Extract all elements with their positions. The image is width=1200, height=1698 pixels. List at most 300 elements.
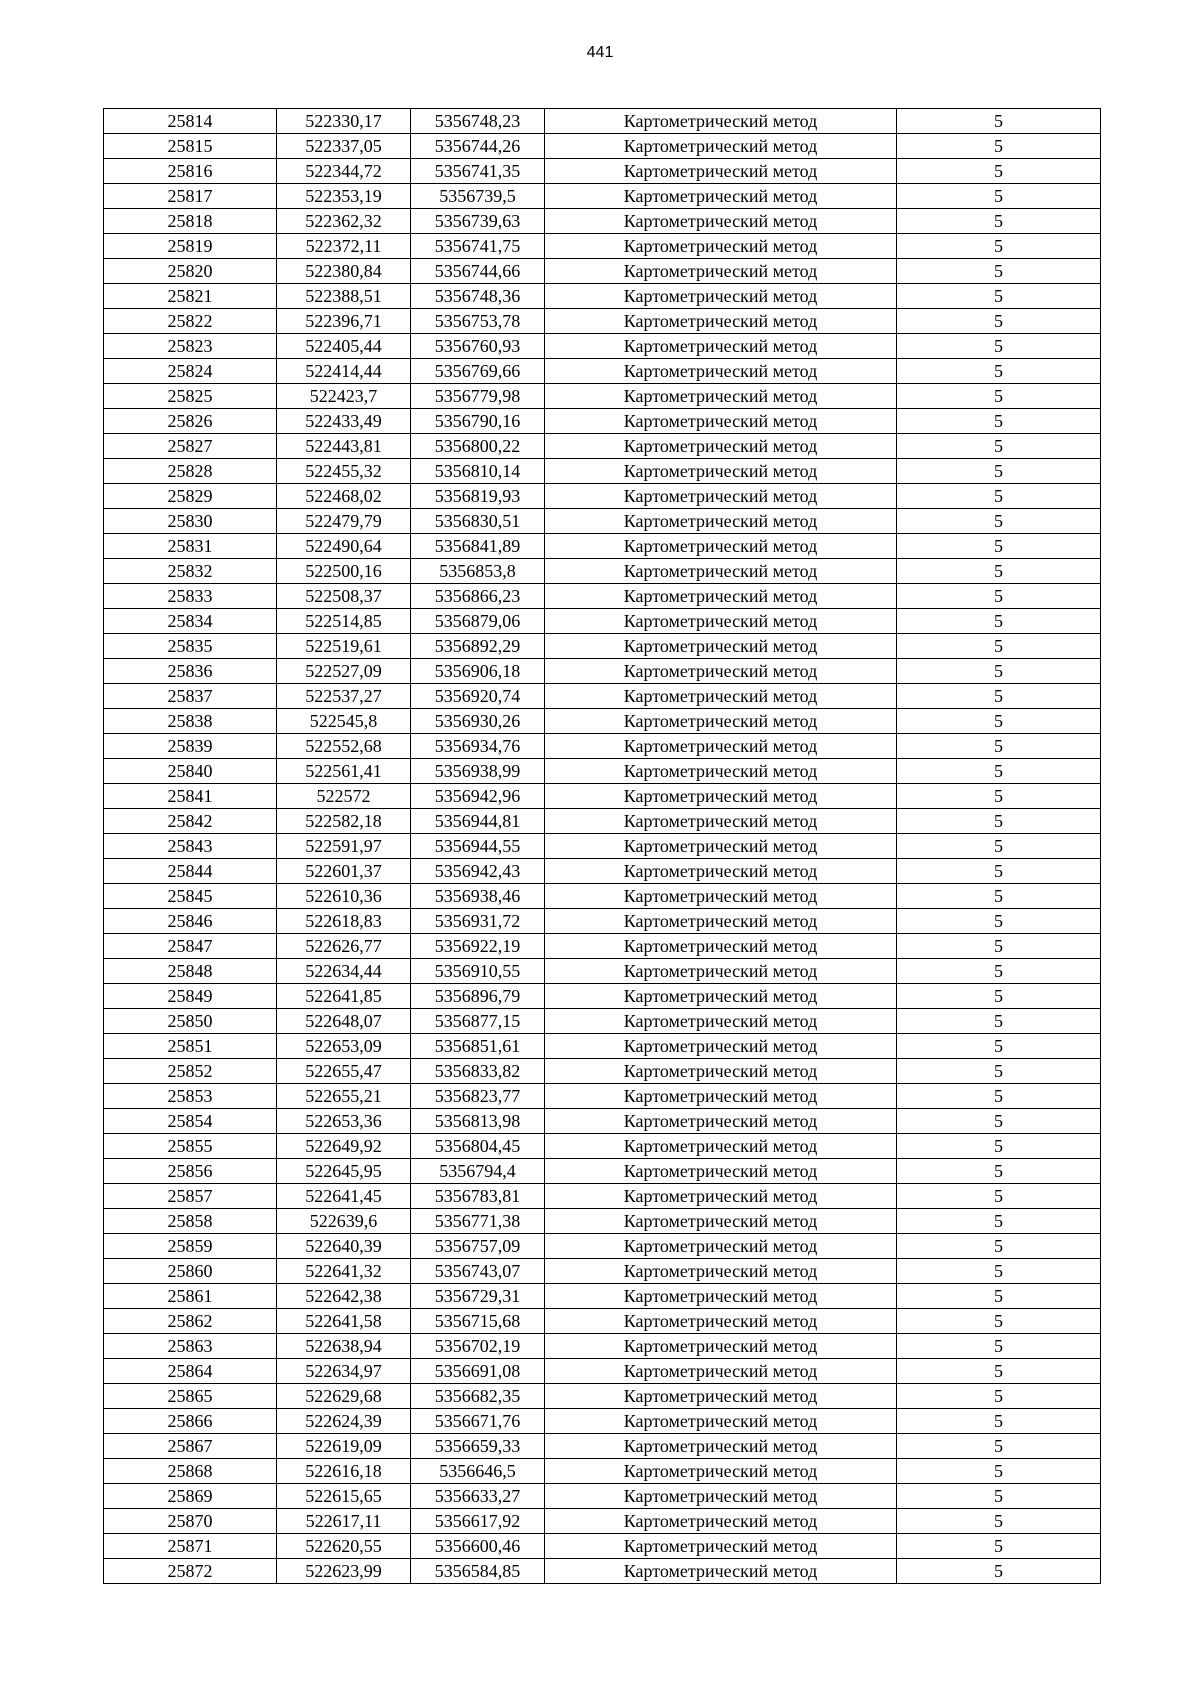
accuracy-cell: 5 <box>897 459 1101 484</box>
y-coordinate-cell: 5356691,08 <box>411 1359 545 1384</box>
accuracy-cell: 5 <box>897 734 1101 759</box>
point-number-cell: 25861 <box>104 1284 277 1309</box>
method-cell: Картометрический метод <box>545 159 897 184</box>
y-coordinate-cell: 5356906,18 <box>411 659 545 684</box>
x-coordinate-cell: 522514,85 <box>277 609 411 634</box>
method-cell: Картометрический метод <box>545 134 897 159</box>
point-number-cell: 25817 <box>104 184 277 209</box>
table-row <box>104 134 1101 159</box>
y-coordinate-cell: 5356753,78 <box>411 309 545 334</box>
accuracy-cell: 5 <box>897 1234 1101 1259</box>
table-row <box>104 784 1101 809</box>
point-number-cell: 25847 <box>104 934 277 959</box>
method-cell: Картометрический метод <box>545 934 897 959</box>
y-coordinate-cell: 5356879,06 <box>411 609 545 634</box>
table-row <box>104 309 1101 334</box>
point-number-cell: 25852 <box>104 1059 277 1084</box>
y-coordinate-cell: 5356794,4 <box>411 1159 545 1184</box>
accuracy-cell: 5 <box>897 584 1101 609</box>
y-coordinate-cell: 5356739,63 <box>411 209 545 234</box>
x-coordinate-cell: 522629,68 <box>277 1384 411 1409</box>
method-cell: Картометрический метод <box>545 634 897 659</box>
accuracy-cell: 5 <box>897 1434 1101 1459</box>
method-cell: Картометрический метод <box>545 309 897 334</box>
table-row <box>104 1334 1101 1359</box>
point-number-cell: 25845 <box>104 884 277 909</box>
y-coordinate-cell: 5356866,23 <box>411 584 545 609</box>
method-cell: Картометрический метод <box>545 859 897 884</box>
x-coordinate-cell: 522620,55 <box>277 1534 411 1559</box>
method-cell: Картометрический метод <box>545 1509 897 1534</box>
point-number-cell: 25839 <box>104 734 277 759</box>
table-row <box>104 534 1101 559</box>
accuracy-cell: 5 <box>897 134 1101 159</box>
accuracy-cell: 5 <box>897 934 1101 959</box>
accuracy-cell: 5 <box>897 984 1101 1009</box>
table-row <box>104 1459 1101 1484</box>
point-number-cell: 25841 <box>104 784 277 809</box>
method-cell: Картометрический метод <box>545 1184 897 1209</box>
y-coordinate-cell: 5356744,26 <box>411 134 545 159</box>
coordinates-table <box>103 108 1101 1584</box>
table-row <box>104 659 1101 684</box>
y-coordinate-cell: 5356920,74 <box>411 684 545 709</box>
accuracy-cell: 5 <box>897 634 1101 659</box>
accuracy-cell: 5 <box>897 534 1101 559</box>
y-coordinate-cell: 5356646,5 <box>411 1459 545 1484</box>
x-coordinate-cell: 522508,37 <box>277 584 411 609</box>
table-row <box>104 484 1101 509</box>
accuracy-cell: 5 <box>897 659 1101 684</box>
accuracy-cell: 5 <box>897 709 1101 734</box>
accuracy-cell: 5 <box>897 1109 1101 1134</box>
y-coordinate-cell: 5356771,38 <box>411 1209 545 1234</box>
method-cell: Картометрический метод <box>545 1034 897 1059</box>
method-cell: Картометрический метод <box>545 434 897 459</box>
point-number-cell: 25837 <box>104 684 277 709</box>
accuracy-cell: 5 <box>897 1159 1101 1184</box>
table-row <box>104 1209 1101 1234</box>
accuracy-cell: 5 <box>897 409 1101 434</box>
table-row <box>104 1009 1101 1034</box>
y-coordinate-cell: 5356790,16 <box>411 409 545 434</box>
table-row <box>104 359 1101 384</box>
table-row <box>104 184 1101 209</box>
method-cell: Картометрический метод <box>545 784 897 809</box>
method-cell: Картометрический метод <box>545 334 897 359</box>
x-coordinate-cell: 522527,09 <box>277 659 411 684</box>
y-coordinate-cell: 5356910,55 <box>411 959 545 984</box>
x-coordinate-cell: 522396,71 <box>277 309 411 334</box>
accuracy-cell: 5 <box>897 1384 1101 1409</box>
x-coordinate-cell: 522414,44 <box>277 359 411 384</box>
y-coordinate-cell: 5356783,81 <box>411 1184 545 1209</box>
x-coordinate-cell: 522500,16 <box>277 559 411 584</box>
point-number-cell: 25832 <box>104 559 277 584</box>
y-coordinate-cell: 5356819,93 <box>411 484 545 509</box>
point-number-cell: 25820 <box>104 259 277 284</box>
x-coordinate-cell: 522353,19 <box>277 184 411 209</box>
method-cell: Картометрический метод <box>545 1109 897 1134</box>
method-cell: Картометрический метод <box>545 1059 897 1084</box>
table-row <box>104 434 1101 459</box>
point-number-cell: 25818 <box>104 209 277 234</box>
x-coordinate-cell: 522641,58 <box>277 1309 411 1334</box>
y-coordinate-cell: 5356800,22 <box>411 434 545 459</box>
method-cell: Картометрический метод <box>545 1559 897 1584</box>
table-row <box>104 934 1101 959</box>
method-cell: Картометрический метод <box>545 234 897 259</box>
table-row <box>104 1109 1101 1134</box>
x-coordinate-cell: 522634,97 <box>277 1359 411 1384</box>
method-cell: Картометрический метод <box>545 959 897 984</box>
x-coordinate-cell: 522519,61 <box>277 634 411 659</box>
x-coordinate-cell: 522641,32 <box>277 1259 411 1284</box>
y-coordinate-cell: 5356938,46 <box>411 884 545 909</box>
x-coordinate-cell: 522640,39 <box>277 1234 411 1259</box>
table-row <box>104 1509 1101 1534</box>
x-coordinate-cell: 522433,49 <box>277 409 411 434</box>
method-cell: Картометрический метод <box>545 584 897 609</box>
point-number-cell: 25824 <box>104 359 277 384</box>
table-row <box>104 459 1101 484</box>
accuracy-cell: 5 <box>897 1134 1101 1159</box>
method-cell: Картометрический метод <box>545 809 897 834</box>
table-row <box>104 1084 1101 1109</box>
method-cell: Картометрический метод <box>545 1534 897 1559</box>
x-coordinate-cell: 522372,11 <box>277 234 411 259</box>
x-coordinate-cell: 522634,44 <box>277 959 411 984</box>
accuracy-cell: 5 <box>897 309 1101 334</box>
x-coordinate-cell: 522601,37 <box>277 859 411 884</box>
table-row <box>104 559 1101 584</box>
method-cell: Картометрический метод <box>545 509 897 534</box>
table-row <box>104 834 1101 859</box>
accuracy-cell: 5 <box>897 334 1101 359</box>
accuracy-cell: 5 <box>897 809 1101 834</box>
accuracy-cell: 5 <box>897 384 1101 409</box>
y-coordinate-cell: 5356930,26 <box>411 709 545 734</box>
point-number-cell: 25825 <box>104 384 277 409</box>
point-number-cell: 25869 <box>104 1484 277 1509</box>
method-cell: Картометрический метод <box>545 1459 897 1484</box>
point-number-cell: 25857 <box>104 1184 277 1209</box>
accuracy-cell: 5 <box>897 1034 1101 1059</box>
y-coordinate-cell: 5356600,46 <box>411 1534 545 1559</box>
accuracy-cell: 5 <box>897 359 1101 384</box>
method-cell: Картометрический метод <box>545 1134 897 1159</box>
method-cell: Картометрический метод <box>545 534 897 559</box>
table-row <box>104 1484 1101 1509</box>
y-coordinate-cell: 5356944,55 <box>411 834 545 859</box>
point-number-cell: 25864 <box>104 1359 277 1384</box>
point-number-cell: 25850 <box>104 1009 277 1034</box>
method-cell: Картометрический метод <box>545 409 897 434</box>
method-cell: Картометрический метод <box>545 1009 897 1034</box>
accuracy-cell: 5 <box>897 684 1101 709</box>
x-coordinate-cell: 522638,94 <box>277 1334 411 1359</box>
y-coordinate-cell: 5356841,89 <box>411 534 545 559</box>
accuracy-cell: 5 <box>897 1209 1101 1234</box>
method-cell: Картометрический метод <box>545 184 897 209</box>
x-coordinate-cell: 522648,07 <box>277 1009 411 1034</box>
method-cell: Картометрический метод <box>545 1084 897 1109</box>
x-coordinate-cell: 522344,72 <box>277 159 411 184</box>
table-row <box>104 709 1101 734</box>
x-coordinate-cell: 522641,45 <box>277 1184 411 1209</box>
y-coordinate-cell: 5356757,09 <box>411 1234 545 1259</box>
x-coordinate-cell: 522479,79 <box>277 509 411 534</box>
point-number-cell: 25863 <box>104 1334 277 1359</box>
method-cell: Картометрический метод <box>545 734 897 759</box>
method-cell: Картометрический метод <box>545 1209 897 1234</box>
y-coordinate-cell: 5356748,36 <box>411 284 545 309</box>
y-coordinate-cell: 5356741,75 <box>411 234 545 259</box>
accuracy-cell: 5 <box>897 784 1101 809</box>
table-row <box>104 284 1101 309</box>
page-number: 441 <box>586 44 614 61</box>
point-number-cell: 25831 <box>104 534 277 559</box>
table-row <box>104 584 1101 609</box>
y-coordinate-cell: 5356715,68 <box>411 1309 545 1334</box>
point-number-cell: 25871 <box>104 1534 277 1559</box>
y-coordinate-cell: 5356810,14 <box>411 459 545 484</box>
y-coordinate-cell: 5356931,72 <box>411 909 545 934</box>
point-number-cell: 25872 <box>104 1559 277 1584</box>
y-coordinate-cell: 5356944,81 <box>411 809 545 834</box>
x-coordinate-cell: 522623,99 <box>277 1559 411 1584</box>
table-row <box>104 909 1101 934</box>
table-row <box>104 1434 1101 1459</box>
x-coordinate-cell: 522537,27 <box>277 684 411 709</box>
x-coordinate-cell: 522468,02 <box>277 484 411 509</box>
y-coordinate-cell: 5356922,19 <box>411 934 545 959</box>
table-row <box>104 384 1101 409</box>
point-number-cell: 25838 <box>104 709 277 734</box>
accuracy-cell: 5 <box>897 509 1101 534</box>
method-cell: Картометрический метод <box>545 484 897 509</box>
table-row <box>104 634 1101 659</box>
table-row <box>104 1359 1101 1384</box>
point-number-cell: 25842 <box>104 809 277 834</box>
y-coordinate-cell: 5356896,79 <box>411 984 545 1009</box>
x-coordinate-cell: 522443,81 <box>277 434 411 459</box>
x-coordinate-cell: 522616,18 <box>277 1459 411 1484</box>
accuracy-cell: 5 <box>897 259 1101 284</box>
table-row <box>104 1384 1101 1409</box>
method-cell: Картометрический метод <box>545 684 897 709</box>
table-row <box>104 1159 1101 1184</box>
x-coordinate-cell: 522337,05 <box>277 134 411 159</box>
y-coordinate-cell: 5356934,76 <box>411 734 545 759</box>
x-coordinate-cell: 522362,32 <box>277 209 411 234</box>
point-number-cell: 25834 <box>104 609 277 634</box>
method-cell: Картометрический метод <box>545 1384 897 1409</box>
x-coordinate-cell: 522380,84 <box>277 259 411 284</box>
x-coordinate-cell: 522624,39 <box>277 1409 411 1434</box>
y-coordinate-cell: 5356729,31 <box>411 1284 545 1309</box>
table-row <box>104 109 1101 134</box>
point-number-cell: 25846 <box>104 909 277 934</box>
accuracy-cell: 5 <box>897 1284 1101 1309</box>
x-coordinate-cell: 522626,77 <box>277 934 411 959</box>
point-number-cell: 25868 <box>104 1459 277 1484</box>
accuracy-cell: 5 <box>897 1059 1101 1084</box>
y-coordinate-cell: 5356853,8 <box>411 559 545 584</box>
accuracy-cell: 5 <box>897 1009 1101 1034</box>
y-coordinate-cell: 5356830,51 <box>411 509 545 534</box>
table-row <box>104 1559 1101 1584</box>
table-row <box>104 959 1101 984</box>
y-coordinate-cell: 5356760,93 <box>411 334 545 359</box>
table-row <box>104 1409 1101 1434</box>
table-row <box>104 1034 1101 1059</box>
x-coordinate-cell: 522591,97 <box>277 834 411 859</box>
method-cell: Картометрический метод <box>545 109 897 134</box>
accuracy-cell: 5 <box>897 1534 1101 1559</box>
accuracy-cell: 5 <box>897 159 1101 184</box>
y-coordinate-cell: 5356702,19 <box>411 1334 545 1359</box>
accuracy-cell: 5 <box>897 959 1101 984</box>
table-row <box>104 1284 1101 1309</box>
point-number-cell: 25867 <box>104 1434 277 1459</box>
y-coordinate-cell: 5356779,98 <box>411 384 545 409</box>
x-coordinate-cell: 522330,17 <box>277 109 411 134</box>
table-row <box>104 1309 1101 1334</box>
x-coordinate-cell: 522653,36 <box>277 1109 411 1134</box>
table-row <box>104 159 1101 184</box>
accuracy-cell: 5 <box>897 1459 1101 1484</box>
point-number-cell: 25851 <box>104 1034 277 1059</box>
method-cell: Картометрический метод <box>545 384 897 409</box>
table-row <box>104 259 1101 284</box>
table-row <box>104 884 1101 909</box>
y-coordinate-cell: 5356659,33 <box>411 1434 545 1459</box>
y-coordinate-cell: 5356743,07 <box>411 1259 545 1284</box>
point-number-cell: 25844 <box>104 859 277 884</box>
table-row <box>104 509 1101 534</box>
point-number-cell: 25859 <box>104 1234 277 1259</box>
method-cell: Картометрический метод <box>545 884 897 909</box>
method-cell: Картометрический метод <box>545 1484 897 1509</box>
accuracy-cell: 5 <box>897 209 1101 234</box>
accuracy-cell: 5 <box>897 234 1101 259</box>
table-row <box>104 684 1101 709</box>
method-cell: Картометрический метод <box>545 1234 897 1259</box>
accuracy-cell: 5 <box>897 484 1101 509</box>
point-number-cell: 25829 <box>104 484 277 509</box>
method-cell: Картометрический метод <box>545 984 897 1009</box>
accuracy-cell: 5 <box>897 1259 1101 1284</box>
table-row <box>104 609 1101 634</box>
point-number-cell: 25854 <box>104 1109 277 1134</box>
method-cell: Картометрический метод <box>545 259 897 284</box>
x-coordinate-cell: 522655,21 <box>277 1084 411 1109</box>
point-number-cell: 25870 <box>104 1509 277 1534</box>
y-coordinate-cell: 5356813,98 <box>411 1109 545 1134</box>
point-number-cell: 25819 <box>104 234 277 259</box>
y-coordinate-cell: 5356769,66 <box>411 359 545 384</box>
accuracy-cell: 5 <box>897 109 1101 134</box>
accuracy-cell: 5 <box>897 434 1101 459</box>
accuracy-cell: 5 <box>897 859 1101 884</box>
y-coordinate-cell: 5356741,35 <box>411 159 545 184</box>
x-coordinate-cell: 522388,51 <box>277 284 411 309</box>
method-cell: Картометрический метод <box>545 1334 897 1359</box>
point-number-cell: 25828 <box>104 459 277 484</box>
method-cell: Картометрический метод <box>545 759 897 784</box>
point-number-cell: 25858 <box>104 1209 277 1234</box>
point-number-cell: 25853 <box>104 1084 277 1109</box>
accuracy-cell: 5 <box>897 1309 1101 1334</box>
table-row <box>104 234 1101 259</box>
x-coordinate-cell: 522655,47 <box>277 1059 411 1084</box>
y-coordinate-cell: 5356682,35 <box>411 1384 545 1409</box>
method-cell: Картометрический метод <box>545 909 897 934</box>
accuracy-cell: 5 <box>897 1334 1101 1359</box>
x-coordinate-cell: 522645,95 <box>277 1159 411 1184</box>
coordinates-table-body <box>104 109 1101 1584</box>
table-row <box>104 759 1101 784</box>
accuracy-cell: 5 <box>897 1359 1101 1384</box>
accuracy-cell: 5 <box>897 184 1101 209</box>
x-coordinate-cell: 522552,68 <box>277 734 411 759</box>
y-coordinate-cell: 5356892,29 <box>411 634 545 659</box>
point-number-cell: 25822 <box>104 309 277 334</box>
accuracy-cell: 5 <box>897 559 1101 584</box>
point-number-cell: 25821 <box>104 284 277 309</box>
method-cell: Картометрический метод <box>545 709 897 734</box>
x-coordinate-cell: 522572 <box>277 784 411 809</box>
x-coordinate-cell: 522653,09 <box>277 1034 411 1059</box>
method-cell: Картометрический метод <box>545 1359 897 1384</box>
x-coordinate-cell: 522642,38 <box>277 1284 411 1309</box>
point-number-cell: 25848 <box>104 959 277 984</box>
point-number-cell: 25830 <box>104 509 277 534</box>
point-number-cell: 25814 <box>104 109 277 134</box>
x-coordinate-cell: 522545,8 <box>277 709 411 734</box>
accuracy-cell: 5 <box>897 1409 1101 1434</box>
table-row <box>104 984 1101 1009</box>
y-coordinate-cell: 5356833,82 <box>411 1059 545 1084</box>
x-coordinate-cell: 522618,83 <box>277 909 411 934</box>
point-number-cell: 25816 <box>104 159 277 184</box>
method-cell: Картометрический метод <box>545 359 897 384</box>
point-number-cell: 25836 <box>104 659 277 684</box>
table-row <box>104 1234 1101 1259</box>
table-row <box>104 334 1101 359</box>
y-coordinate-cell: 5356938,99 <box>411 759 545 784</box>
y-coordinate-cell: 5356942,96 <box>411 784 545 809</box>
point-number-cell: 25827 <box>104 434 277 459</box>
point-number-cell: 25860 <box>104 1259 277 1284</box>
point-number-cell: 25843 <box>104 834 277 859</box>
table-row <box>104 1534 1101 1559</box>
accuracy-cell: 5 <box>897 1084 1101 1109</box>
table-row <box>104 1059 1101 1084</box>
point-number-cell: 25823 <box>104 334 277 359</box>
table-row <box>104 409 1101 434</box>
x-coordinate-cell: 522610,36 <box>277 884 411 909</box>
point-number-cell: 25866 <box>104 1409 277 1434</box>
point-number-cell: 25833 <box>104 584 277 609</box>
x-coordinate-cell: 522641,85 <box>277 984 411 1009</box>
method-cell: Картометрический метод <box>545 1259 897 1284</box>
accuracy-cell: 5 <box>897 834 1101 859</box>
accuracy-cell: 5 <box>897 1484 1101 1509</box>
table-row <box>104 209 1101 234</box>
x-coordinate-cell: 522561,41 <box>277 759 411 784</box>
